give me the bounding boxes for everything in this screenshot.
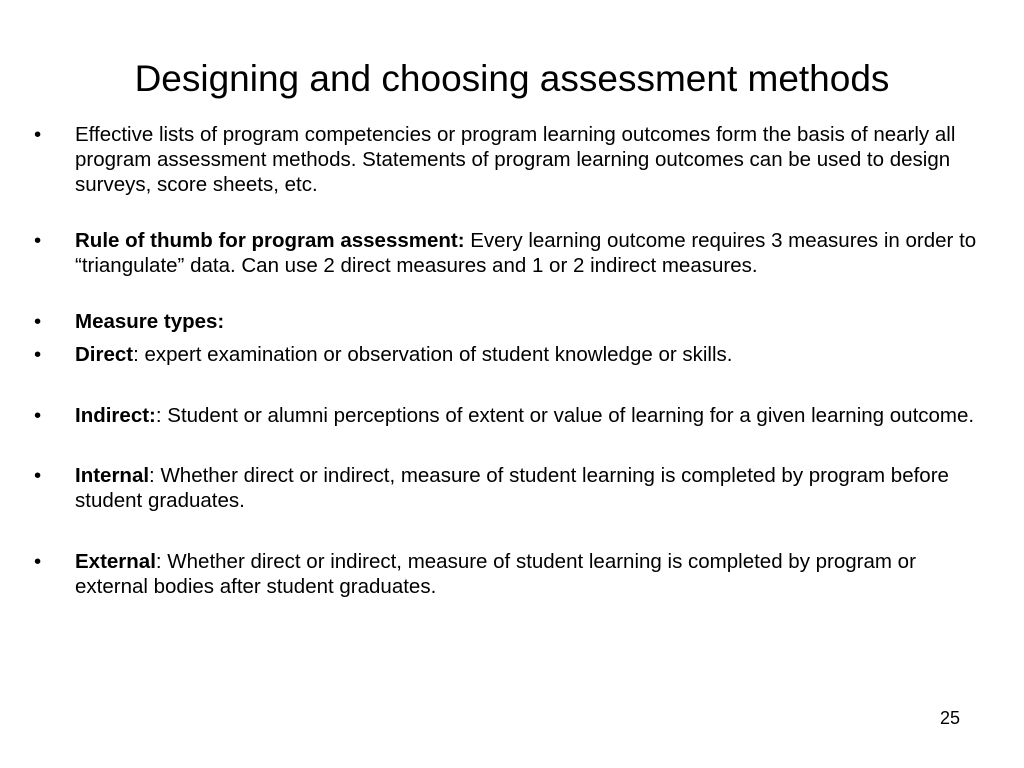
bullet-item-measure-types bbox=[28, 309, 988, 334]
bullet-marker: • bbox=[34, 464, 42, 487]
bullet-text: : Student or alumni perceptions of extent or value of learning for a given learning outcome. bbox=[155, 404, 975, 427]
bullet-item-indirect bbox=[28, 403, 988, 428]
bullet-bold-label: Measure types: bbox=[75, 310, 225, 333]
bullet-bold-label: Direct bbox=[75, 343, 134, 366]
bullet-marker: • bbox=[34, 123, 42, 146]
bullet-bold-label: Indirect: bbox=[75, 404, 156, 427]
bullet-list bbox=[28, 122, 988, 599]
bullet-bold-label: Rule of thumb for program assessment: bbox=[75, 229, 465, 252]
bullet-item-program-outcomes bbox=[28, 122, 988, 197]
page-number: 25 bbox=[940, 708, 961, 728]
bullet-text: Effective lists of program competencies or program learning outcomes form the basis of nearly all program assessment methods. Statements of program learning outcomes can be used to design surveys, score sheets, etc. bbox=[75, 123, 956, 196]
bullet-marker: • bbox=[34, 343, 42, 366]
bullet-item-direct bbox=[28, 342, 988, 367]
bullet-text: Every learning outcome requires 3 measures in order to “triangulate” data. Can use 2 direct measures and 1 or 2 indirect measures. bbox=[75, 229, 977, 277]
bullet-marker: • bbox=[34, 550, 42, 573]
bullet-bold-label: Internal bbox=[75, 464, 150, 487]
bullet-marker: • bbox=[34, 310, 42, 333]
bullet-text: : expert examination or observation of student knowledge or skills. bbox=[133, 343, 733, 366]
bullet-item-external bbox=[28, 549, 988, 599]
bullet-marker: • bbox=[34, 229, 42, 252]
bullet-bold-label: External bbox=[75, 550, 156, 573]
bullet-text: : Whether direct or indirect, measure of student learning is completed by program before student graduates. bbox=[75, 464, 949, 512]
bullet-item-internal bbox=[28, 463, 988, 513]
slide-title: Designing and choosing assessment methods bbox=[134, 58, 890, 99]
bullet-item-rule-of-thumb bbox=[28, 228, 988, 278]
bullet-text: : Whether direct or indirect, measure of student learning is completed by program or external bodies after student graduates. bbox=[75, 550, 916, 598]
bullet-marker: • bbox=[34, 404, 42, 427]
